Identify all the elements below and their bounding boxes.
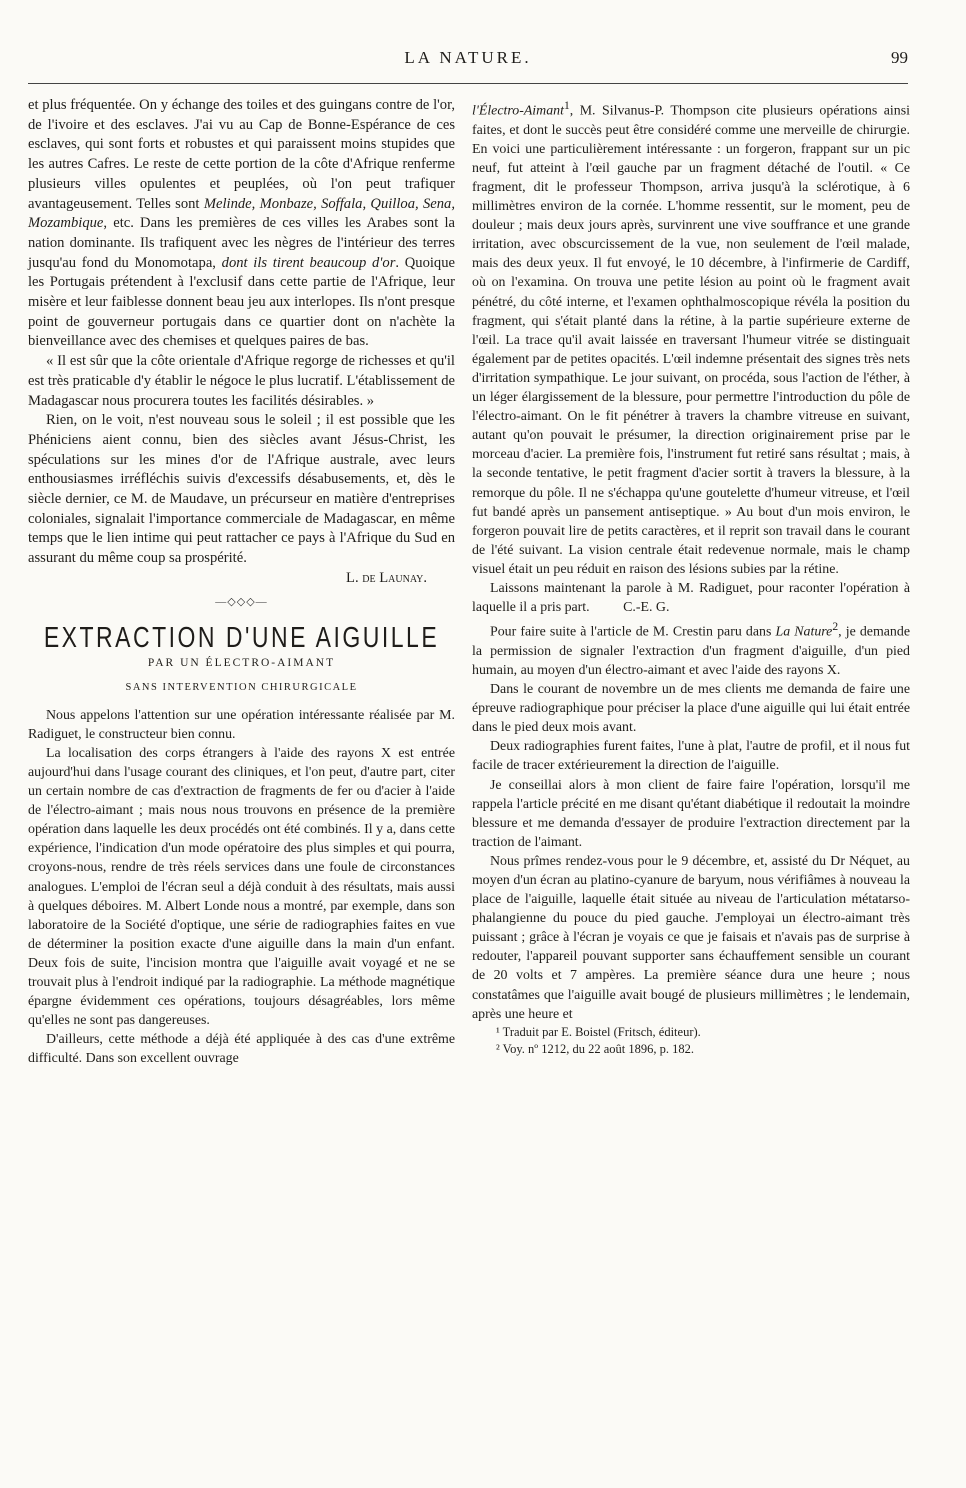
paragraph: Pour faire suite à l'article de M. Crestin paru dans La Nature$^2$, je demande la permission de signaler l'extraction d'un fragment d'aiguille, d'un pied humain, au moyen d'un électro-aimant et avec l'aide des rayons X. [472, 620, 910, 678]
left-column [28, 96, 455, 1068]
article-title: EXTRACTION D'UNE AIGUILLE [43, 620, 440, 654]
footnote: ¹ Traduit par E. Boistel (Fritsch, éditeur). [496, 1024, 701, 1039]
paragraph: La localisation des corps étrangers à l'aide des rayons X est entrée aujourd'hui dans l'usage courant des cliniques, et l'on peut, d'autre part, citer un certain nombre de cas d'extraction de fragments de fer ou d'acier à l'aide de l'électro-aimant ; mais nous nous trouvons en présence de la première opération dans laquelle les deux procédés ont été combinés. Il y a, dans cette expérience, l'indication d'un mode opératoire des plus simples et qui pourra, croyons-nous, rendre de très réels services dans une foule de circonstances analogues. L'emploi de l'écran seul a déjà conduit à des résultats, mais aussi à quelques déboires. M. Albert Londe nous a montré, par exemple, dans son laboratoire de la Société d'optique, une série de radiographies faites en vue de déterminer la position exacte d'une aiguille dans la main d'un enfant. Deux fois de suite, l'incision montra que l'aiguille avait voyagé et ne se trouvait plus à l'endroit indiqué par la radiographie. La méthode magnétique épargne évidemment ces opérations, toujours désagréables, lors même qu'elles ne sont pas dangereuses. [28, 745, 455, 1029]
paragraph: Nous prîmes rendez-vous pour le 9 décembre, et, assisté du Dr Néquet, au moyen d'un écran au platino-cyanure de baryum, nous vérifiâmes à nouveau la place de l'aiguille, laquelle était située au niveau de l'articulation métatarso-phalangienne du pouce du pied gauche. J'employai un électro-aimant très puissant ; grâce à l'écran je voyais ce que je faisais et n'avais pas de surprise à redouter, l'appareil pouvant supporter sans échauffement sensible un courant de 20 volts et 7 ampères. La première séance dura une heure ; nous constatâmes que l'aiguille avait bougé de plusieurs millimètres ; le lendemain, après une heure et [472, 853, 910, 1022]
paragraph: Nous appelons l'attention sur une opération intéressante réalisée par M. Radiguet, le constructeur bien connu. [28, 707, 455, 742]
paragraph: Dans le courant de novembre un de mes clients me demanda de faire une épreuve radiographique pour préciser la place d'une aiguille qui lui était entrée dans le pied deux mois avant. [472, 682, 910, 736]
right-column [472, 96, 910, 1058]
initials: C.-E. G. [623, 600, 670, 616]
paragraph: Deux radiographies furent faites, l'une à plat, l'autre de profil, et il nous fut facile de tracer extérieurement la direction de l'aiguille. [472, 739, 910, 774]
author-signature: L. de Launay. [346, 569, 427, 586]
signature-line [28, 569, 455, 589]
paragraph: l'Électro-Aimant$^1$, M. Silvanus-P. Thompson cite plusieurs opérations ainsi faites, et dont le succès peut être considéré comme une merveille de chirurgie. En voici une particulièrement intéressante : un forgeron, frappant sur un pic neuf, fut atteint à l'œil gauche par un fragment détaché de l'outil. « Ce fragment, dit le professeur Thompson, arriva jusqu'à la sclérotique, à 6 millimètres environ de la cornée. L'homme ressentit, sur le moment, peu de douleur ; mais deux jours après, survinrent une vive souffrance et une grande irritation, avec obscurcissement de la vue, non seulement de l'œil malade, mais des deux yeux. Il fut envoyé, le 10 décembre, à l'infirmerie de Cardiff, où on l'examina. On trouva une petite lésion au point où le fragment avait pénétré, du côté interne, et l'examen ophthalmoscopique révéla la position du fragment, qui s'était planté dans la rétine, à la partie supérieure externe de l'œil. La trace qu'il avait laissée en traversant l'humeur vitrée se distinguait également par de petites opacités. L'œil indemne présentait des signes très nets d'irritation sympathique. Le jour suivant, on procéda, sous l'action de l'éther, à un léger élargissement de la blessure, pour permettre l'introduction du pôle de l'électro-aimant. On le fit pénétrer à travers la chambre vitreuse en suivant, autant qu'on pouvait le présumer, la direction originairement prise par le morceau d'acier. La première fois, l'instrument fut retiré sans résultat ; mais, à la seconde tentative, le petit fragment d'acier sortit à travers la blessure, à la remorque du pôle. Il ne s'échappa qu'une goutelette d'humeur vitreuse, et l'œil fut bandé après un pansement antiseptique. » Au bout d'un mois environ, le forgeron pouvait lire de petits caractères, et il reprit son travail dans le courant de l'été suivant. La vision centrale était redevenue normale, mais le champ visuel était un peu réduit en raison des lésions subies par la rétine. [472, 99, 910, 577]
article-subtitle-2: SANS INTERVENTION CHIRURGICALE [125, 681, 358, 693]
ornament-divider: —◇◇◇— [215, 595, 268, 608]
paragraph: Je conseillai alors à mon client de faire faire l'opération, lorsqu'il me rappela l'article précité en me disant qu'étant diabétique il redoutait la moindre blessure et me demanda d'essayer de produire l'extraction directement par la traction de l'aimant. [472, 777, 910, 850]
header-rule [28, 83, 908, 84]
page-header [28, 48, 908, 76]
journal-title: LA NATURE. [404, 48, 532, 67]
article-subtitle: PAR UN ÉLECTRO-AIMANT [147, 657, 336, 670]
paragraph-with-initials: Laissons maintenant la parole à M. Radiguet, pour raconter l'opération à laquelle il a pris part. C.-E. G. [472, 580, 910, 616]
page-number: 99 [891, 48, 908, 67]
footnote: ² Voy. nº 1212, du 22 août 1896, p. 182. [496, 1041, 695, 1056]
paragraph: « Il est sûr que la côte orientale d'Afrique regorge de richesses et qu'il est très praticable d'y établir le négoce le plus lucratif. L'établissement de Madagascar nous procurera toutes les facilités désirables. » [28, 353, 455, 409]
paragraph: et plus fréquentée. On y échange des toiles et des guingans contre de l'or, de l'ivoire et des esclaves. J'ai vu au Cap de Bonne-Espérance de ces esclaves, qui sont forts et robustes et qui paraissent moins stupides que les autres Cafres. Le reste de cette portion de la côte d'Afrique renferme plusieurs villes opulentes et peuplées, où l'on peut trafiquer avantageusement. Telles sont Melinde, Monbaze, Soffala, Quilloa, Sena, Mozambique, etc. Dans les premières de ces villes les Arabes sont la nation dominante. Ils trafiquent avec les nègres de l'intérieur des terres jusqu'au fond du Monomotapa, dont ils tirent beaucoup d'or. Quoique les Portugais prétendent à l'exclusif dans cette partie de l'Afrique, leur misère et leur faiblesse donnent beau jeu aux interlopes. Ils n'ont presque point de gouverneur portugais dans ce quartier dont on n'achète la bienveillance avec des chemises et quelques paires de bas. [28, 97, 455, 350]
paragraph: Rien, on le voit, n'est nouveau sous le soleil ; il est possible que les Phéniciens aient connu, bien des siècles avant Jésus-Christ, les spéculations sur les mines d'or de l'Afrique australe, avec leurs enthousiasmes irréfléchis suivis d'excessifs désabusements, et, dès le siècle dernier, ce M. de Maudave, un précurseur en matière d'entreprises coloniales, signalait l'importance commerciale de Madagascar, en même temps que le lien intime qui peut rattacher ce pays à l'Afrique du Sud en assurant du même coup sa prospérité. [28, 412, 455, 567]
paragraph: D'ailleurs, cette méthode a déjà été appliquée à des cas d'une extrême difficulté. Dans son excellent ouvrage [28, 1032, 455, 1067]
